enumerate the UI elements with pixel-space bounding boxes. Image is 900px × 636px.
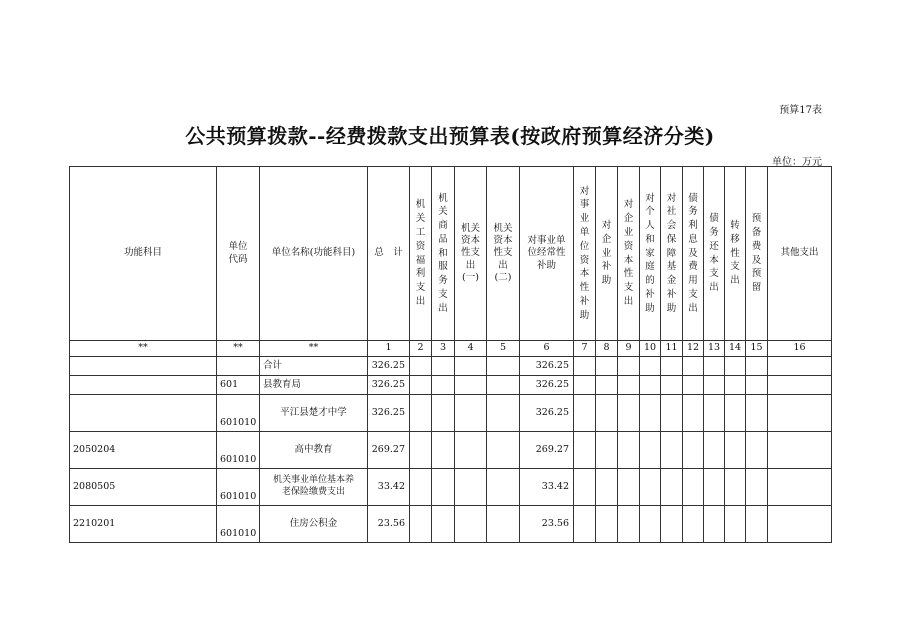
table-row: [70, 357, 832, 376]
header-total: 总 计: [368, 167, 410, 341]
index-cell: 14: [725, 341, 746, 357]
header-func-subject: 功能科目: [70, 167, 217, 341]
unit-label: 单位：万元: [772, 157, 822, 168]
total-cell: 23.56: [368, 506, 410, 543]
index-cell: 5: [487, 341, 520, 357]
index-row: [70, 341, 832, 357]
total-cell: 326.25: [368, 376, 410, 395]
page-title: 公共预算拨款--经费拨款支出预算表(按政府预算经济分类): [185, 124, 715, 148]
index-cell: **: [70, 341, 217, 357]
unit-name-cell: 高中教育: [260, 432, 368, 469]
table-row: [70, 506, 832, 543]
c6-cell: 269.27: [520, 432, 574, 469]
header-row: [70, 167, 832, 341]
total-cell: 326.25: [368, 357, 410, 376]
header-unit-code: 单位代码: [217, 167, 260, 341]
header-col-14: 转移性支出: [725, 167, 746, 341]
header-col-8: 对企业补助: [596, 167, 618, 341]
unit-code-cell: 601010: [217, 506, 260, 543]
index-cell: 3: [432, 341, 455, 357]
unit-code-cell: 601: [217, 376, 260, 395]
header-col-2: 机关工资福利支出: [410, 167, 432, 341]
total-cell: 33.42: [368, 469, 410, 506]
header-col-11: 对社会保障基金补助: [661, 167, 683, 341]
table-row: [70, 469, 832, 506]
func-subject-cell: [70, 395, 217, 432]
index-cell: 1: [368, 341, 410, 357]
index-cell: 10: [640, 341, 661, 357]
table-row: [70, 376, 832, 395]
c6-cell: 326.25: [520, 357, 574, 376]
index-cell: 9: [618, 341, 640, 357]
unit-name-cell: [260, 469, 368, 506]
c6-cell: 33.42: [520, 469, 574, 506]
index-cell: **: [217, 341, 260, 357]
header-col-13: 债务还本支出: [704, 167, 725, 341]
index-cell: 7: [574, 341, 596, 357]
index-cell: 4: [455, 341, 487, 357]
c6-cell: 326.25: [520, 376, 574, 395]
func-subject-cell: 2210201: [70, 506, 217, 543]
unit-name-cell: 平江县楚才中学: [260, 395, 368, 432]
header-col-5: 机关资本性支出(二): [487, 167, 520, 341]
index-cell: 8: [596, 341, 618, 357]
index-cell: 2: [410, 341, 432, 357]
index-cell: **: [260, 341, 368, 357]
table-row: [70, 395, 832, 432]
total-cell: 269.27: [368, 432, 410, 469]
unit-code-cell: 601010: [217, 469, 260, 506]
index-cell: 13: [704, 341, 725, 357]
unit-code-cell: 601010: [217, 432, 260, 469]
header-col-15: 预备费及预留: [746, 167, 768, 341]
c6-cell: 326.25: [520, 395, 574, 432]
unit-code-cell: 601010: [217, 395, 260, 432]
unit-name-cell: 县教育局: [260, 376, 368, 395]
header-col-7: 对事业单位资本性补助: [574, 167, 596, 341]
header-unit-name: 单位名称(功能科目): [260, 167, 368, 341]
budget-table: [69, 166, 832, 543]
unit-name-text: 机关事业单位基本养老保险缴费支出: [272, 475, 354, 497]
table-number: 预算17表: [779, 105, 822, 116]
index-cell: 6: [520, 341, 574, 357]
index-cell: 11: [661, 341, 683, 357]
func-subject-cell: 2080505: [70, 469, 217, 506]
c6-cell: 23.56: [520, 506, 574, 543]
header-col-4: 机关资本性支出(一): [455, 167, 487, 341]
func-subject-cell: [70, 376, 217, 395]
index-cell: 15: [746, 341, 768, 357]
index-cell: 16: [768, 341, 832, 357]
unit-name-cell: 合计: [260, 357, 368, 376]
header-col-16: 其他支出: [768, 167, 832, 341]
index-cell: 12: [683, 341, 704, 357]
unit-name-cell: 住房公积金: [260, 506, 368, 543]
table-row: [70, 432, 832, 469]
total-cell: 326.25: [368, 395, 410, 432]
header-col-6: 对事业单位经常性补助: [520, 167, 574, 341]
header-col-10: 对个人和家庭的补助: [640, 167, 661, 341]
func-subject-cell: [70, 357, 217, 376]
func-subject-cell: 2050204: [70, 432, 217, 469]
unit-code-cell: [217, 357, 260, 376]
header-col-3: 机关商品和服务支出: [432, 167, 455, 341]
header-col-12: 债务利息及费用支出: [683, 167, 704, 341]
header-col-9: 对企业资本性支出: [618, 167, 640, 341]
